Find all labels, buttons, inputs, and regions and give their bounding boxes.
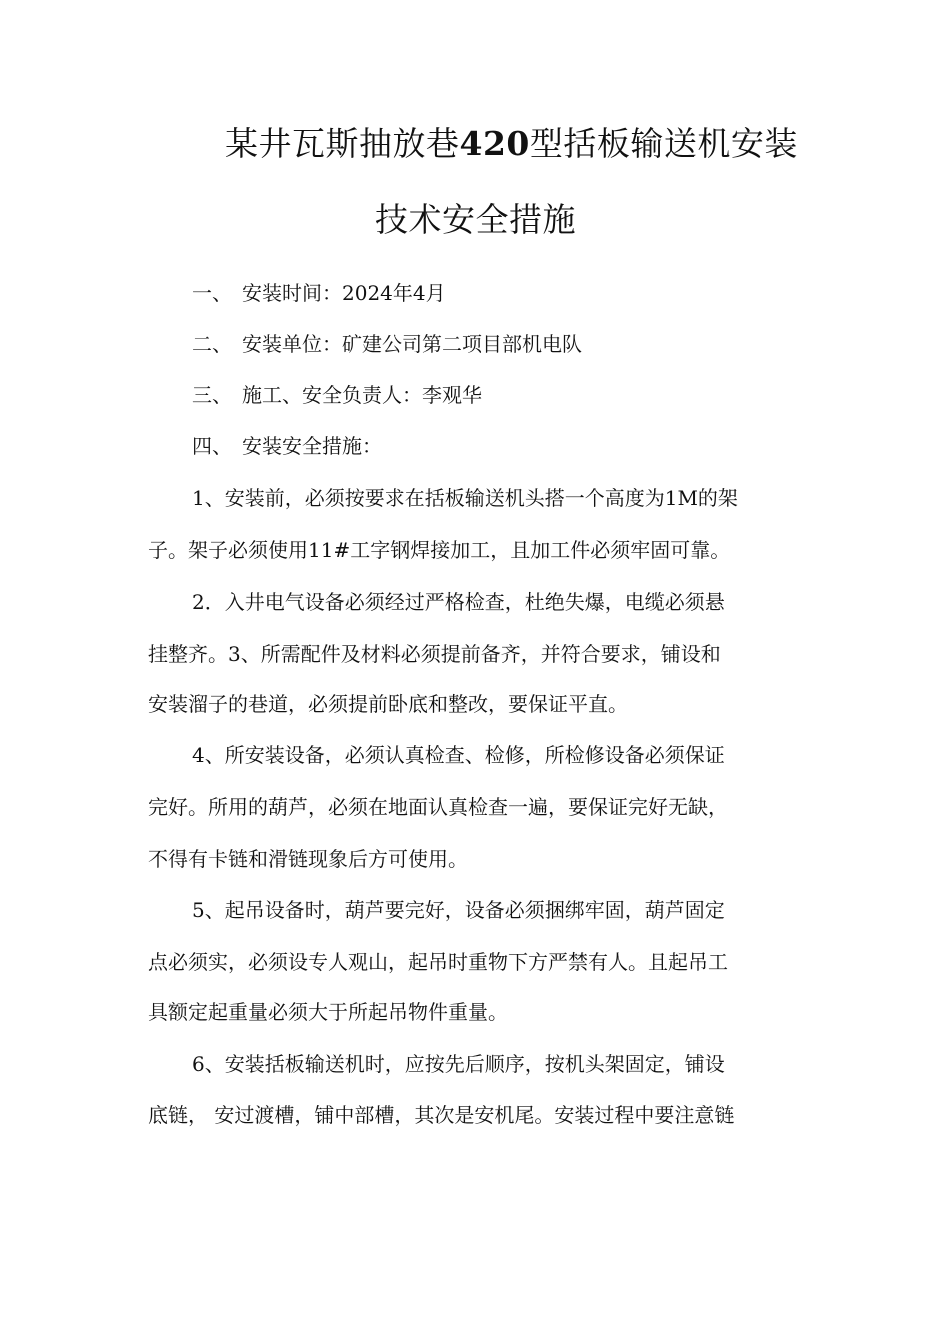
paragraph-line: 底链， 安过渡槽，铺中部槽，其次是安机尾。安装过程中要注意链 xyxy=(148,1103,735,1127)
item-text: 安装单位：矿建公司第二项目部机电队 xyxy=(242,332,582,356)
title-prefix: 某井瓦斯抽放巷 xyxy=(225,124,460,163)
paragraph-line: 安装溜子的巷道，必须提前卧底和整改，要保证平直。 xyxy=(148,692,628,716)
item-text: 安装安全措施： xyxy=(242,434,382,458)
paragraph-line: 挂整齐。3、所需配件及材料必须提前备齐，并符合要求，铺设和 xyxy=(148,642,721,666)
item-number: 二、 xyxy=(192,332,232,356)
paragraph-line: 2．入井电气设备必须经过严格检查，杜绝失爆，电缆必须悬 xyxy=(192,590,725,614)
item-install-time xyxy=(192,279,446,307)
item-number: 四、 xyxy=(192,434,232,458)
title-suffix: 型括板输送机安装 xyxy=(529,124,798,163)
item-text: 安装时间：2024年4月 xyxy=(242,281,446,305)
item-text: 施工、安全负责人：李观华 xyxy=(242,383,482,407)
paragraph-line: 子。架子必须使用11#工字钢焊接加工，且加工件必须牢固可靠。 xyxy=(148,538,731,562)
paragraph-line: 具额定起重量必须大于所起吊物件重量。 xyxy=(148,1000,508,1024)
item-responsible-person xyxy=(192,381,482,409)
paragraph-line: 6、安装括板输送机时，应按先后顺序，按机头架固定，铺设 xyxy=(192,1052,725,1076)
document-title-line-2: 技术安全措施 xyxy=(375,200,576,239)
item-safety-measures xyxy=(192,432,382,460)
paragraph-line: 完好。所用的葫芦，必须在地面认真检查一遍，要保证完好无缺， xyxy=(148,795,728,819)
document-title-line-1 xyxy=(225,124,798,164)
item-number: 一、 xyxy=(192,281,232,305)
paragraph-line: 点必须实，必须设专人观山，起吊时重物下方严禁有人。且起吊工 xyxy=(148,950,728,974)
title-model-number: 420 xyxy=(459,124,530,163)
paragraph-line: 4、所安装设备，必须认真检查、检修，所检修设备必须保证 xyxy=(192,743,725,767)
paragraph-line: 不得有卡链和滑链现象后方可使用。 xyxy=(148,847,468,871)
item-number: 三、 xyxy=(192,383,232,407)
paragraph-line: 5、起吊设备时，葫芦要完好，设备必须捆绑牢固，葫芦固定 xyxy=(192,898,725,922)
item-install-unit xyxy=(192,330,582,358)
paragraph-line: 1、安装前，必须按要求在括板输送机头搭一个高度为1M的架 xyxy=(192,486,738,510)
